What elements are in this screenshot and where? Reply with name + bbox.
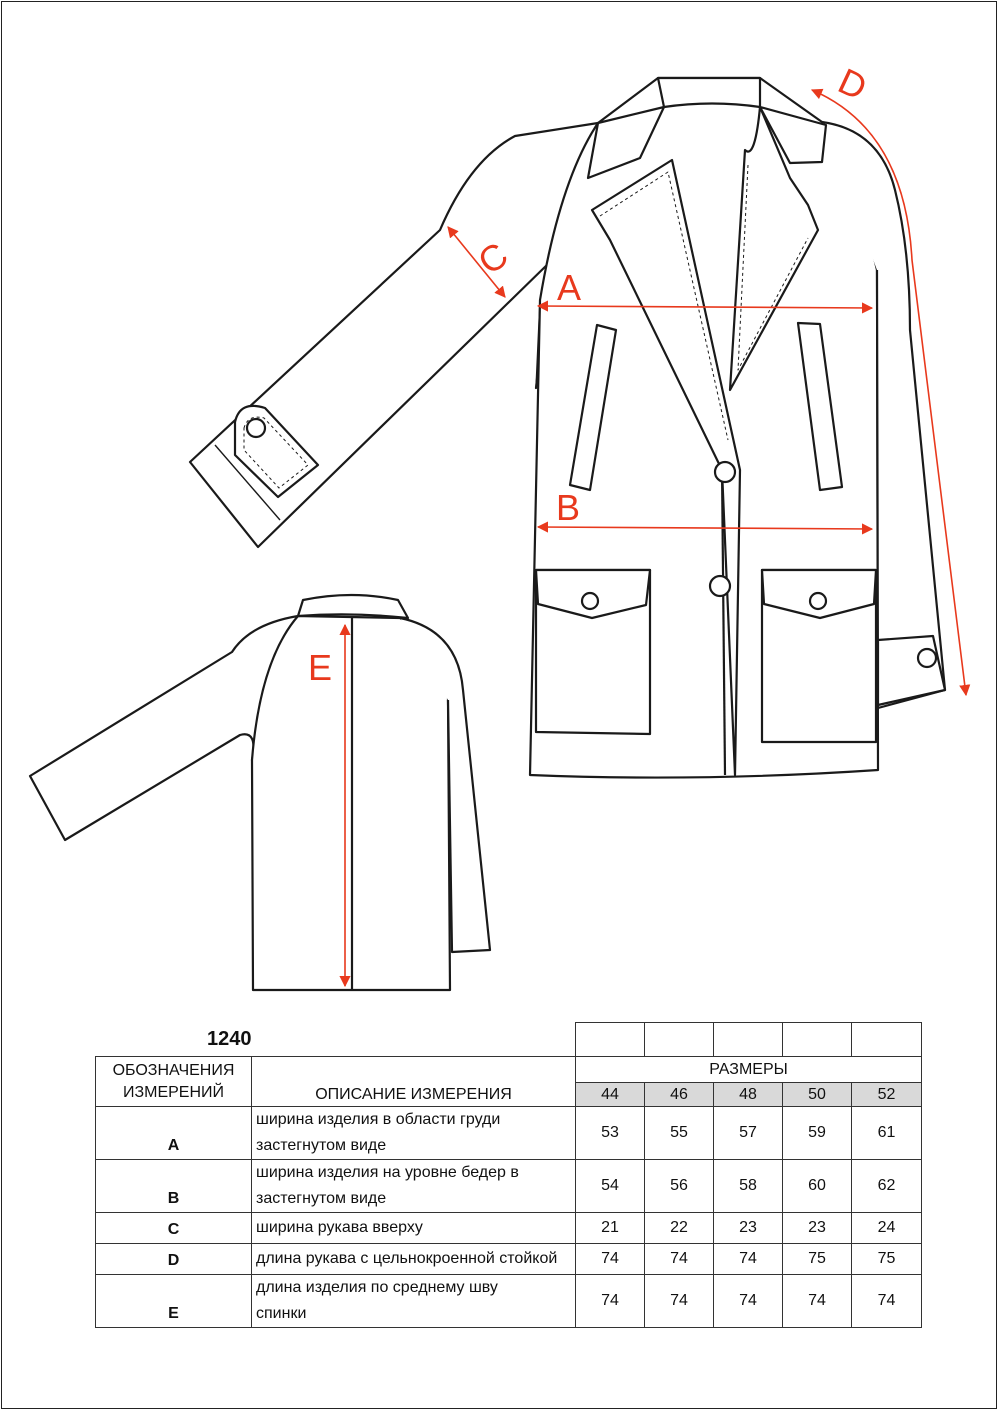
measurement-description [252,1275,576,1328]
description-line: ширина изделия на уровне бедер в [256,1164,519,1181]
size-header-46: 46 [645,1083,714,1107]
measurement-code: D [96,1244,252,1275]
front-button-bottom-icon [710,576,730,596]
measurement-description [252,1244,576,1275]
description-line: ширина рукава вверху [256,1219,423,1236]
description-line: застегнутом виде [256,1137,387,1154]
description-line: ширина изделия в области груди [256,1111,501,1128]
size-value: 74 [852,1275,922,1328]
left-pocket-button-icon [582,593,598,609]
size-value: 22 [645,1213,714,1244]
model-cell [96,1023,576,1057]
measurement-description [252,1160,576,1213]
label-e: E [308,647,333,688]
size-header-44: 44 [576,1083,645,1107]
table-row-header-1 [96,1057,922,1083]
label-b: B [556,487,581,528]
size-value: 21 [576,1213,645,1244]
right-pocket-button-icon [810,593,826,609]
size-value: 23 [783,1213,852,1244]
header-description: ОПИСАНИЕ ИЗМЕРЕНИЯ [252,1057,576,1107]
size-value: 62 [852,1160,922,1213]
jacket-back [30,595,490,990]
model-number: 1240 [207,1027,252,1050]
size-value: 58 [714,1160,783,1213]
table-row [96,1213,922,1244]
size-value: 74 [714,1244,783,1275]
size-value: 53 [576,1107,645,1160]
size-value: 74 [576,1244,645,1275]
header-codes: ОБОЗНАЧЕНИЯ ИЗМЕРЕНИЙ [96,1057,252,1107]
size-value: 56 [645,1160,714,1213]
right-cuff-button-icon [918,649,936,667]
front-right-sleeve-cuff [878,636,945,705]
size-value: 74 [645,1244,714,1275]
size-value: 75 [783,1244,852,1275]
back-collar [298,595,408,618]
description-line: застегнутом виде [256,1190,387,1207]
size-value: 55 [645,1107,714,1160]
measurement-description [252,1107,576,1160]
size-header-52: 52 [852,1083,922,1107]
measurement-code: C [96,1213,252,1244]
size-header-48: 48 [714,1083,783,1107]
header-sizes: РАЗМЕРЫ [576,1057,922,1083]
size-value: 75 [852,1244,922,1275]
collar-stand [658,78,760,107]
size-value: 61 [852,1107,922,1160]
measurement-code: A [96,1107,252,1160]
size-value: 23 [714,1213,783,1244]
size-value: 74 [645,1275,714,1328]
table-row [96,1107,922,1160]
measurement-code: E [96,1275,252,1328]
size-value: 74 [714,1275,783,1328]
measurement-code: B [96,1160,252,1213]
size-value: 60 [783,1160,852,1213]
size-value: 54 [576,1160,645,1213]
description-line: длина изделия по среднему шву [256,1279,498,1296]
label-a: A [557,267,582,308]
label-d: D [832,60,874,109]
size-value: 59 [783,1107,852,1160]
size-value: 24 [852,1213,922,1244]
left-sleeve-tab-button-icon [247,419,265,437]
table-row [96,1244,922,1275]
table-row [96,1160,922,1213]
description-line: спинки [256,1305,307,1322]
measurement-description [252,1213,576,1244]
size-value: 57 [714,1107,783,1160]
front-button-top-icon [715,462,735,482]
measurement-table [95,1022,922,1328]
table-row [96,1275,922,1328]
description-line: длина рукава с цельнокроенной стойкой [256,1250,558,1267]
size-header-50: 50 [783,1083,852,1107]
size-value: 74 [783,1275,852,1328]
table-row-model [96,1023,922,1057]
label-c: C [470,233,516,283]
size-value: 74 [576,1275,645,1328]
